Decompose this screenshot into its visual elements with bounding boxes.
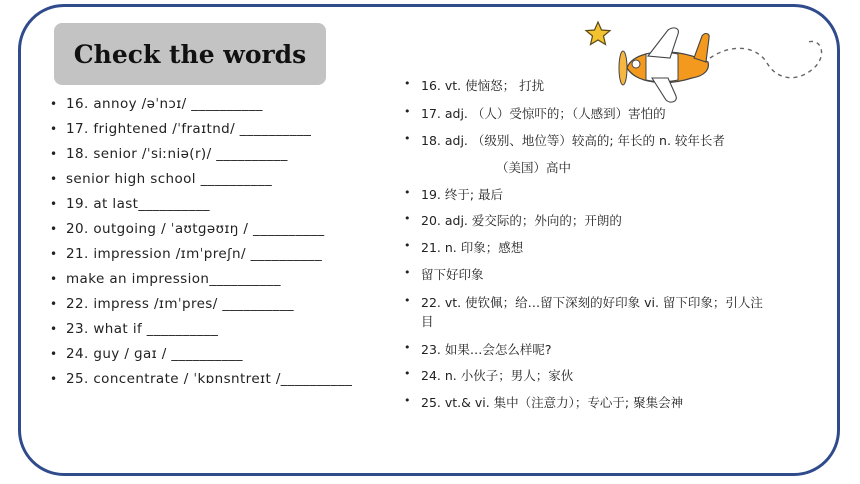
list-item-text: senior high school __________ <box>66 171 273 187</box>
airplane-icon <box>582 18 832 108</box>
list-item-text: 25. vt.& vi. 集中（注意力）；专心于; 聚集会神 <box>421 395 684 410</box>
bullet: • <box>50 222 58 236</box>
list-item-text: 23. what if __________ <box>66 321 219 337</box>
bullet: • <box>50 322 58 336</box>
bullet: • <box>50 272 58 286</box>
title-box <box>54 23 326 85</box>
list-item-text: （美国）高中 <box>496 160 572 175</box>
bullet: • <box>404 132 411 145</box>
list-item-text: 17. adj. （人）受惊吓的；（人感到）害怕的 <box>421 106 666 121</box>
bullet: • <box>50 372 58 386</box>
bullet: • <box>404 186 411 199</box>
list-item-text: 16. vt. 使恼怒； 打扰 <box>421 78 545 93</box>
list-item-text: 19. at last__________ <box>66 196 210 212</box>
list-item-text: 24. n. 小伙子；男人；家伙 <box>421 368 574 383</box>
list-item-text: 19. 终于; 最后 <box>421 187 504 202</box>
list-item-text: 20. outgoing / ˈaʊtɡəʊɪŋ / __________ <box>66 221 325 237</box>
list-item-text: 21. n. 印象；感想 <box>421 240 524 255</box>
list-item-text: 18. adj. （级别、地位等）较高的; 年长的 n. 较年长者 <box>421 133 725 148</box>
list-item-text: 25. concentrate / ˈkɒnsntreɪt /__________ <box>66 371 353 387</box>
bullet: • <box>50 197 58 211</box>
page-title: Check the words <box>73 39 307 69</box>
bullet: • <box>50 122 58 136</box>
list-item-text: 目 <box>421 314 434 329</box>
bullet: • <box>404 394 411 407</box>
list-item-text: 16. annoy /əˈnɔɪ/ __________ <box>66 96 263 112</box>
star-icon <box>586 22 610 45</box>
list-item-text: 20. adj. 爱交际的；外向的；开朗的 <box>421 213 622 228</box>
bullet: • <box>50 297 58 311</box>
bullet: • <box>404 266 411 279</box>
bullet: • <box>404 239 411 252</box>
bullet: • <box>50 347 58 361</box>
bullet: • <box>50 147 58 161</box>
list-item-text: make an impression__________ <box>66 271 281 287</box>
bullet: • <box>404 105 411 118</box>
bullet: • <box>50 172 58 186</box>
list-item-text: 18. senior /ˈsiːniə(r)/ __________ <box>66 146 288 162</box>
bullet: • <box>404 294 411 307</box>
list-item-text: 23. 如果…会怎么样呢? <box>421 342 552 357</box>
list-item-text: 17. frightened /ˈfraɪtnd/ __________ <box>66 121 312 137</box>
list-item-text: 21. impression /ɪmˈpreʃn/ __________ <box>66 246 323 262</box>
bullet: • <box>50 247 58 261</box>
bullet: • <box>404 77 411 90</box>
bullet: • <box>404 341 411 354</box>
list-item-text: 22. impress /ɪmˈpres/ __________ <box>66 296 294 312</box>
list-item-text: 留下好印象 <box>421 267 484 282</box>
list-item-text: 24. guy / ɡaɪ / __________ <box>66 346 243 362</box>
bullet: • <box>404 367 411 380</box>
bullet: • <box>50 97 58 111</box>
bullet: • <box>404 212 411 225</box>
list-item-text: 22. vt. 使钦佩；给…留下深刻的好印象 vi. 留下印象；引人注 <box>421 295 763 310</box>
